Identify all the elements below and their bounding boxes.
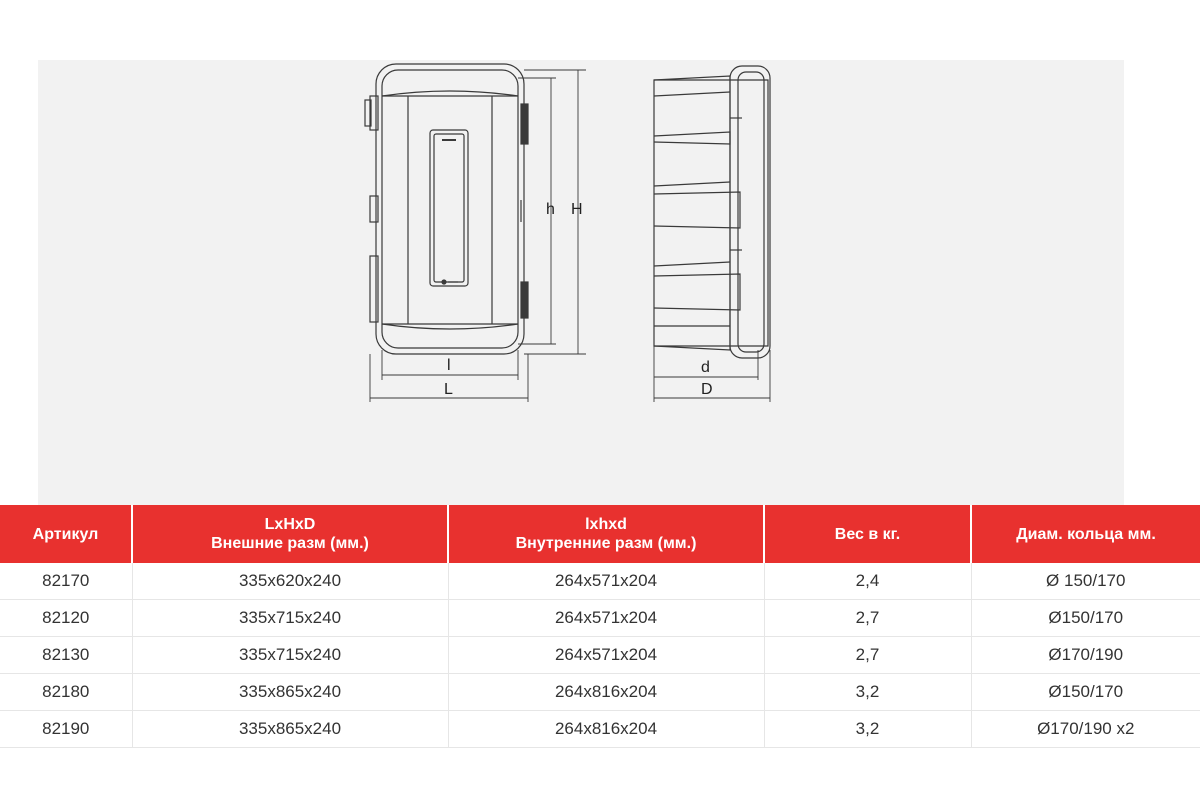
cell-ring-diameter: Ø170/190 <box>971 637 1200 674</box>
cell-article: 82190 <box>0 711 132 748</box>
table-row <box>0 674 1200 711</box>
cell-weight: 3,2 <box>764 674 971 711</box>
table-row <box>0 563 1200 600</box>
label-d: d <box>701 359 710 376</box>
cell-ring-diameter: Ø150/170 <box>971 600 1200 637</box>
label-D: D <box>701 381 713 398</box>
cell-weight: 2,7 <box>764 600 971 637</box>
label-l: l <box>447 357 451 374</box>
label-L: L <box>444 381 453 398</box>
front-dimensions <box>370 70 586 402</box>
cell-article: 82180 <box>0 674 132 711</box>
cell-inner-dims: 264x571x204 <box>448 600 764 637</box>
cell-inner-dims: 264x571x204 <box>448 637 764 674</box>
cell-ring-diameter: Ø 150/170 <box>971 563 1200 600</box>
header-article: Артикул <box>0 505 132 563</box>
cell-weight: 2,7 <box>764 637 971 674</box>
cell-article: 82130 <box>0 637 132 674</box>
table-row <box>0 711 1200 748</box>
table-row <box>0 637 1200 674</box>
cell-outer-dims: 335x620x240 <box>132 563 448 600</box>
label-h: h <box>546 201 555 218</box>
cell-ring-diameter: Ø150/170 <box>971 674 1200 711</box>
cell-weight: 2,4 <box>764 563 971 600</box>
cell-article: 82170 <box>0 563 132 600</box>
cell-outer-dims: 335x865x240 <box>132 674 448 711</box>
header-weight: Вес в кг. <box>764 505 971 563</box>
spec-table <box>0 505 1200 748</box>
cell-outer-dims: 335x715x240 <box>132 600 448 637</box>
cell-article: 82120 <box>0 600 132 637</box>
cell-outer-dims: 335x715x240 <box>132 637 448 674</box>
cell-weight: 3,2 <box>764 711 971 748</box>
label-H: H <box>571 201 583 218</box>
cell-inner-dims: 264x571x204 <box>448 563 764 600</box>
cell-inner-dims: 264x816x204 <box>448 674 764 711</box>
table-header-row <box>0 505 1200 563</box>
front-view <box>365 64 528 354</box>
header-inner-dims: lxhxd Внутренние разм (мм.) <box>448 505 764 563</box>
cell-outer-dims: 335x865x240 <box>132 711 448 748</box>
table-row <box>0 600 1200 637</box>
side-view <box>654 66 770 358</box>
header-ring-diameter: Диам. кольца мм. <box>971 505 1200 563</box>
cell-ring-diameter: Ø170/190 x2 <box>971 711 1200 748</box>
header-outer-dims: LxHxD Внешние разм (мм.) <box>132 505 448 563</box>
cell-inner-dims: 264x816x204 <box>448 711 764 748</box>
